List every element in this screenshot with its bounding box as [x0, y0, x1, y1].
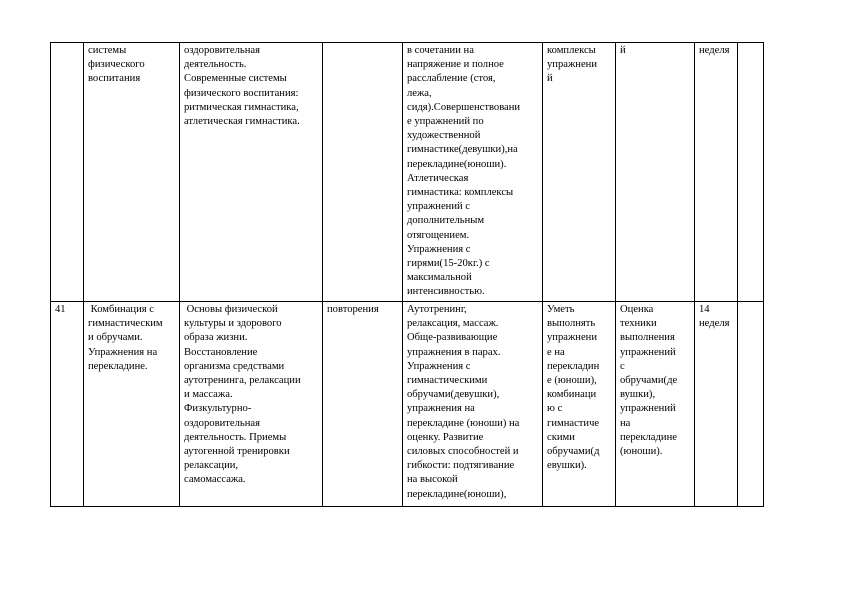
table-row — [51, 302, 764, 507]
extra-cell — [738, 302, 764, 507]
lesson-type-cell — [323, 43, 403, 302]
requirements-cell: Уметь выполнять упражнени е на перекладин е (юноши), комбинаци ю с гимнастиче скими обручами(д евушки). — [543, 302, 616, 507]
lesson-content-cell: Основы физической культуры и здорового образа жизни. Восстановление организма средствами аутотренинга, релаксации и массажа. Физкультурно- оздоровительная деятельность. Приемы аутогенной тренировки релаксации, самомассажа. — [180, 302, 323, 507]
control-cell: й — [616, 43, 695, 302]
table-row — [51, 43, 764, 302]
extra-cell — [738, 43, 764, 302]
date-cell: неделя — [695, 43, 738, 302]
requirements-cell: комплексы упражнени й — [543, 43, 616, 302]
control-cell: Оценка техники выполнения упражнений с обручами(де вушки), упражнений на перекладине (юноши). — [616, 302, 695, 507]
date-cell: 14 неделя — [695, 302, 738, 507]
lesson-number-cell — [51, 43, 84, 302]
activities-cell: Аутотренинг, релаксация, массаж. Обще-развивающие упражнения в парах. Упражнения с гимнастическими обручами(девушки), упражнения на перекладине (юноши) на оценку. Развитие силовых способностей и гибкости: подтягивание на высокой перекладине(юноши), — [403, 302, 543, 507]
activities-cell: в сочетании на напряжение и полное расслабление (стоя, лежа, сидя).Совершенствовани е упражнений по художественной гимнастике(девушки),на перекладине(юноши). Атлетическая гимнастика: комплексы упражнений с дополнительным отягощением. Упражнения с гирями(15-20кг.) с максимальной интенсивностью. — [403, 43, 543, 302]
lesson-topic-cell: системы физического воспитания — [84, 43, 180, 302]
lesson-plan-table — [50, 42, 764, 507]
lesson-number-cell: 41 — [51, 302, 84, 507]
lesson-content-cell: оздоровительная деятельность. Современные системы физического воспитания: ритмическая гимнастика, атлетическая гимнастика. — [180, 43, 323, 302]
lesson-type-cell: повторения — [323, 302, 403, 507]
lesson-topic-cell: Комбинация с гимнастическим и обручами. Упражнения на перекладине. — [84, 302, 180, 507]
